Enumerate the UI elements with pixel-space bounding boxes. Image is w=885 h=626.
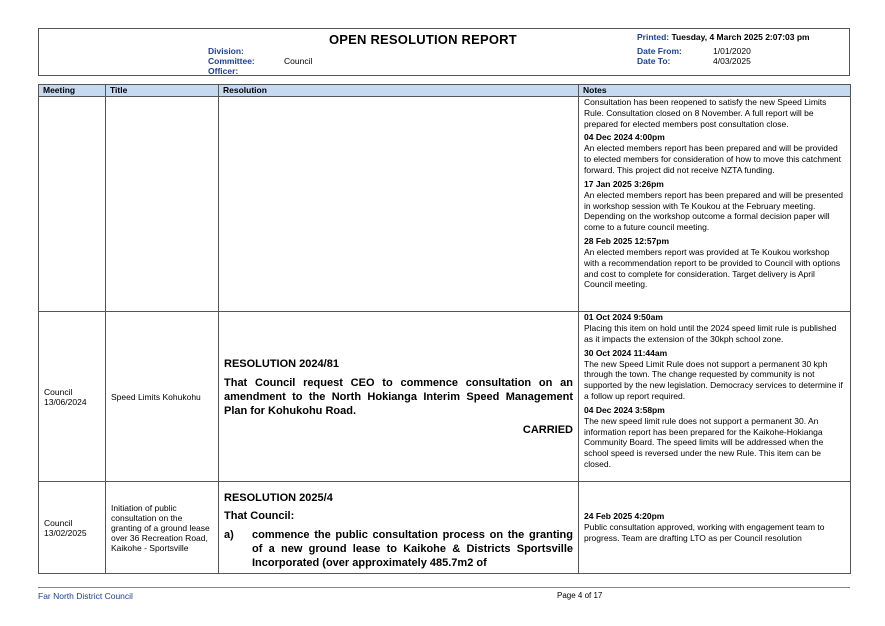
table-header-row <box>39 85 851 97</box>
printed-label: Printed: <box>637 32 670 42</box>
column-header-resolution: Resolution <box>219 85 579 97</box>
item-letter: a) <box>224 529 234 541</box>
notes-cell <box>579 482 851 574</box>
title-cell: Speed Limits Kohukohu <box>106 312 219 482</box>
resolution-intro: That Council: <box>224 510 295 522</box>
column-header-notes: Notes <box>579 85 851 97</box>
note-timestamp: 04 Dec 2024 3:58pm <box>584 404 665 415</box>
committee-value: Council <box>284 56 313 66</box>
date-from-label: Date From: <box>637 46 682 56</box>
meeting-date: 13/02/2025 <box>44 527 87 538</box>
note-text: The new Speed Limit Rule does not support a permanent 30 kph through the town. The change requested by community is not supported by the new legislation. Democracy services to determine if a follow up report required. <box>584 358 843 401</box>
column-header-meeting: Meeting <box>39 85 106 97</box>
date-from-value: 1/01/2020 <box>713 46 751 56</box>
resolution-table <box>38 84 851 574</box>
meeting-type: Council <box>44 386 73 397</box>
note-timestamp: 04 Dec 2024 4:00pm <box>584 132 665 143</box>
note-timestamp: 17 Jan 2025 3:26pm <box>584 178 664 189</box>
page-number: Page 4 of 17 <box>557 591 603 600</box>
resolution-cell <box>219 97 579 312</box>
resolution-text: That Council request CEO to commence consultation on an amendment to the North Hokianga Interim Speed Management Plan for Kohukohu Road. <box>224 376 573 417</box>
item-text: commence the public consultation process on the granting of a new ground lease to Kaikohe & Districts Sportsville Incorporated (over approximately 485.7m2 of <box>252 529 573 569</box>
footer-divider <box>38 587 850 588</box>
meeting-cell <box>39 97 106 312</box>
resolution-item <box>224 528 573 570</box>
note-entry <box>584 405 845 470</box>
meeting-cell <box>39 482 106 574</box>
title-cell <box>106 97 219 312</box>
carried-label: CARRIED <box>522 423 573 436</box>
resolution-number: RESOLUTION 2024/81 <box>224 357 339 370</box>
resolution-cell <box>219 312 579 482</box>
title-cell: Initiation of public consultation on the granting of a ground lease over 36 Recreation Road, Kaikohe - Sportsville <box>106 482 219 574</box>
meeting-cell <box>39 312 106 482</box>
officer-label: Officer: <box>208 66 239 76</box>
note-text: Consultation has been reopened to satisfy the new Speed Limits Rule. Consultation closed on 8 November. A full report will be prepared for elected members post consultation close. <box>584 97 827 129</box>
note-timestamp: 24 Feb 2025 4:20pm <box>584 511 665 522</box>
note-entry <box>584 348 845 402</box>
date-to-label: Date To: <box>637 56 671 66</box>
meeting-date: 13/06/2024 <box>44 396 87 407</box>
note-text: An elected members report has been prepared and will be presented in workshop session with Te Koukou at the February meeting. Depending on the workshop outcome a formal decision paper will come to a future council meeting. <box>584 189 843 233</box>
note-entry <box>584 511 845 544</box>
note-timestamp: 30 Oct 2024 11:44am <box>584 347 668 358</box>
resolution-number: RESOLUTION 2025/4 <box>224 492 333 504</box>
note-entry <box>584 179 845 233</box>
printed-value: Tuesday, 4 March 2025 2:07:03 pm <box>671 32 810 42</box>
division-label: Division: <box>208 46 244 56</box>
table-row <box>39 312 851 482</box>
note-timestamp: 01 Oct 2024 9:50am <box>584 312 663 322</box>
note-text: Public consultation approved, working with engagement team to progress. Team are drafting LTO as per Council resolution <box>584 522 825 543</box>
table-row <box>39 97 851 312</box>
committee-label: Committee: <box>208 56 255 66</box>
note-text: The new speed limit rule does not support a permanent 30. An information report has been prepared for the Kaikohe-Hokianga Community Board. The speed limits will be addressed when the school speed is reversed under the new Rule. This item can be closed. <box>584 415 824 469</box>
report-header <box>38 28 850 76</box>
printed-stamp <box>637 32 810 42</box>
meeting-type: Council <box>44 517 73 528</box>
note-timestamp: 28 Feb 2025 12:57pm <box>584 235 670 246</box>
report-title: OPEN RESOLUTION REPORT <box>329 32 517 47</box>
table-row <box>39 482 851 574</box>
note-text: An elected members report has been prepared and will be provided to elected members for consideration of how to move this catchment forward. This project did not receive NZTA funding. <box>584 143 842 175</box>
note-text: An elected members report was provided at Te Koukou workshop with a recommendation report to be provided to Council with options and cost to complete for consideration. Target delivery is April Council meeting. <box>584 246 841 290</box>
note-entry <box>584 132 845 175</box>
notes-cell <box>579 97 851 312</box>
date-to-value: 4/03/2025 <box>713 56 751 66</box>
note-entry <box>584 236 845 290</box>
note-entry <box>584 97 845 129</box>
resolution-cell <box>219 482 579 574</box>
notes-cell <box>579 312 851 482</box>
note-entry <box>584 312 845 345</box>
footer-organisation: Far North District Council <box>38 591 133 601</box>
column-header-title: Title <box>106 85 219 97</box>
note-text: Placing this item on hold until the 2024 speed limit rule is published as it impacts the extension of the 30kph school zone. <box>584 323 837 344</box>
